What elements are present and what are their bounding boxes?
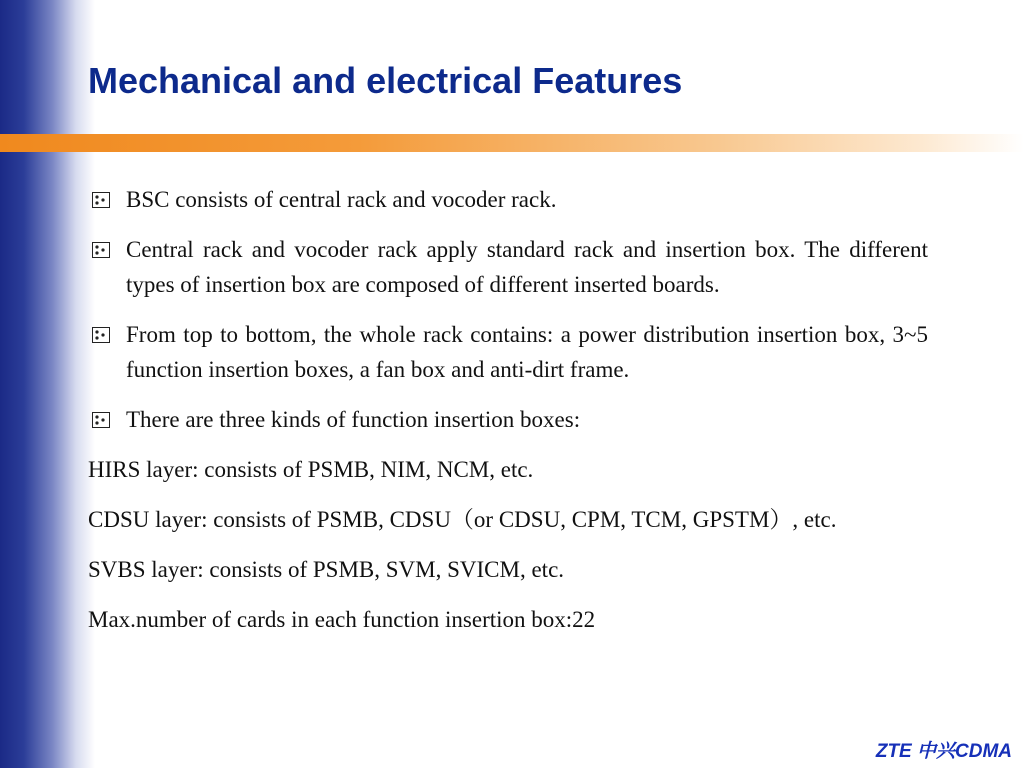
max-cards-line: Max.number of cards in each function insertion box:22 [88,607,596,632]
bullet-text: BSC consists of central rack and vocoder rack. [126,187,557,212]
slide-content [88,182,928,652]
bullet-item [88,317,928,387]
layer-line-cdsu: CDSU layer: consists of PSMB, CDSU（or CDSU, CPM, TCM, GPSTM）, etc. [88,507,837,532]
bullet-text: Central rack and vocoder rack apply standard rack and insertion box. The different types of insertion box are composed of different inserted boards. [126,237,928,297]
layer-line-hirs: HIRS layer: consists of PSMB, NIM, NCM, etc. [88,457,534,482]
three-dot-chevron-icon [92,192,110,208]
three-dot-chevron-icon [92,412,110,428]
zte-cdma-logo: ZTE 中兴CDMA [875,741,1012,762]
title-area [0,0,1024,134]
three-dot-chevron-icon [92,327,110,343]
bullet-text: From top to bottom, the whole rack contains: a power distribution insertion box, 3~5 function insertion boxes, a fan box and anti-dirt frame. [126,322,928,382]
bullet-item [88,182,928,217]
bullet-text: There are three kinds of function insertion boxes: [126,407,581,432]
bullet-item [88,402,928,437]
three-dot-chevron-icon [92,242,110,258]
orange-divider [0,134,1024,152]
slide-title: Mechanical and electrical Features [88,60,683,101]
layer-line-svbs: SVBS layer: consists of PSMB, SVM, SVICM, etc. [88,557,565,582]
bullet-item [88,232,928,302]
